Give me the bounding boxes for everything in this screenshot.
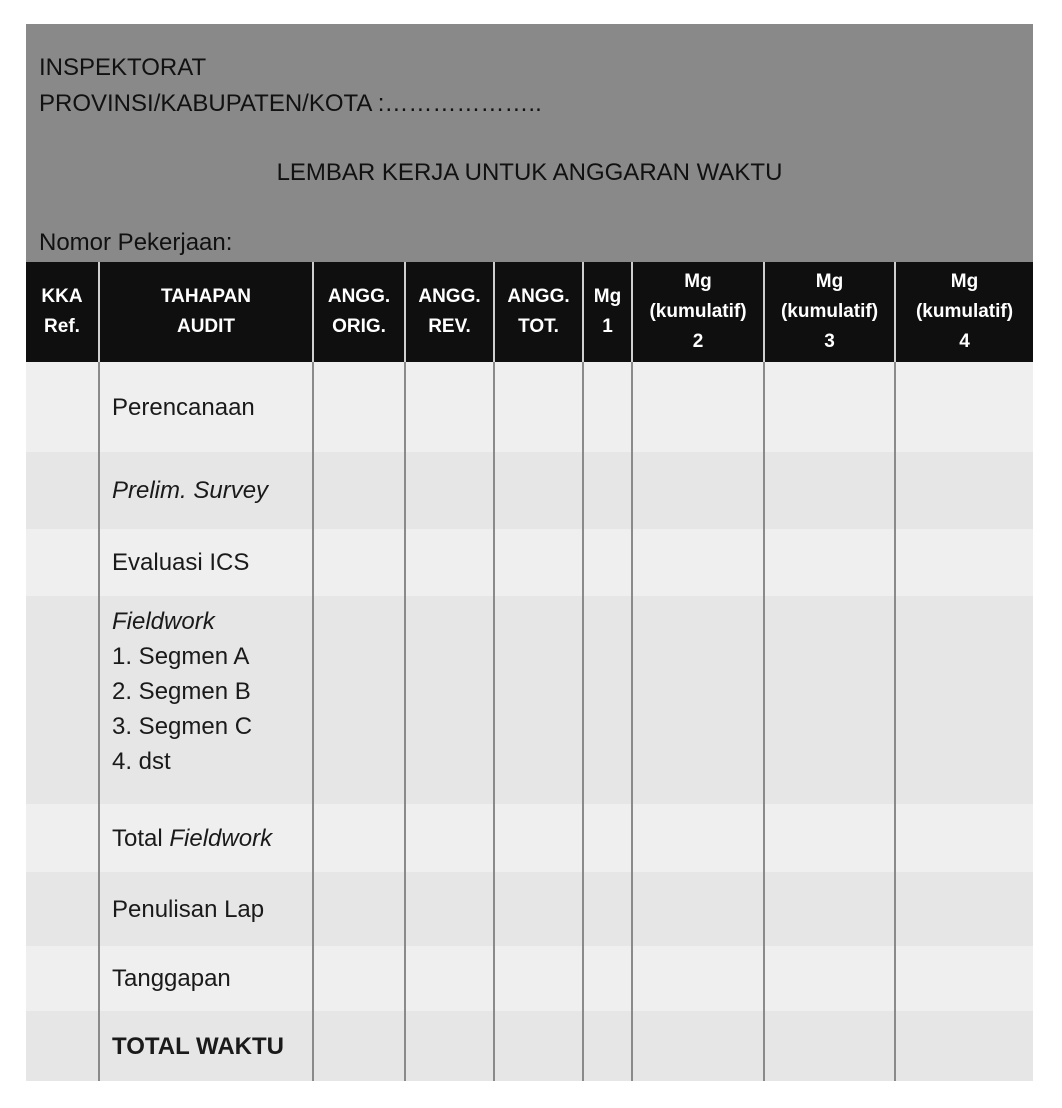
- col-kka-ref: KKA Ref.: [26, 262, 99, 362]
- institution-line: INSPEKTORAT: [39, 54, 207, 81]
- fieldwork-cell: [99, 596, 313, 804]
- header-row: [26, 262, 1033, 362]
- header-band: [26, 24, 1033, 262]
- col-mg-2: Mg (kumulatif) 2: [632, 262, 764, 362]
- row-total-waktu: [26, 1011, 1033, 1081]
- time-budget-table: [26, 262, 1033, 1081]
- col-angg-rev: ANGG. REV.: [405, 262, 494, 362]
- fieldwork-item: 1. Segmen A: [112, 643, 250, 670]
- col-tahapan-audit: TAHAPAN AUDIT: [99, 262, 313, 362]
- col-mg-3: Mg (kumulatif) 3: [764, 262, 895, 362]
- stage-label: Penulisan Lap: [99, 872, 313, 946]
- stage-label: Tanggapan: [99, 946, 313, 1011]
- region-line: PROVINSI/KABUPATEN/KOTA :………………..: [39, 90, 542, 117]
- job-number-label: Nomor Pekerjaan:: [39, 229, 233, 256]
- col-angg-orig: ANGG. ORIG.: [313, 262, 405, 362]
- col-angg-tot: ANGG. TOT.: [494, 262, 583, 362]
- fieldwork-item: 2. Segmen B: [112, 678, 251, 705]
- row-evaluasi-ics: [26, 529, 1033, 596]
- stage-label: Perencanaan: [99, 362, 313, 452]
- stage-label: Total Fieldwork: [99, 804, 313, 872]
- row-prelim-survey: [26, 452, 1033, 529]
- row-perencanaan: [26, 362, 1033, 452]
- col-mg-4: Mg (kumulatif) 4: [895, 262, 1033, 362]
- document-title: LEMBAR KERJA UNTUK ANGGARAN WAKTU: [276, 159, 783, 186]
- row-penulisan-lap: [26, 872, 1033, 946]
- stage-label: TOTAL WAKTU: [99, 1011, 313, 1081]
- worksheet: [26, 24, 1033, 1081]
- fieldwork-title: Fieldwork: [112, 608, 215, 635]
- col-mg-1: Mg 1: [583, 262, 632, 362]
- row-tanggapan: [26, 946, 1033, 1011]
- stage-label: Prelim. Survey: [99, 452, 313, 529]
- stage-label: Evaluasi ICS: [99, 529, 313, 596]
- row-total-fieldwork: [26, 804, 1033, 872]
- row-fieldwork: [26, 596, 1033, 804]
- fieldwork-item: 4. dst: [112, 748, 171, 775]
- fieldwork-item: 3. Segmen C: [112, 713, 253, 740]
